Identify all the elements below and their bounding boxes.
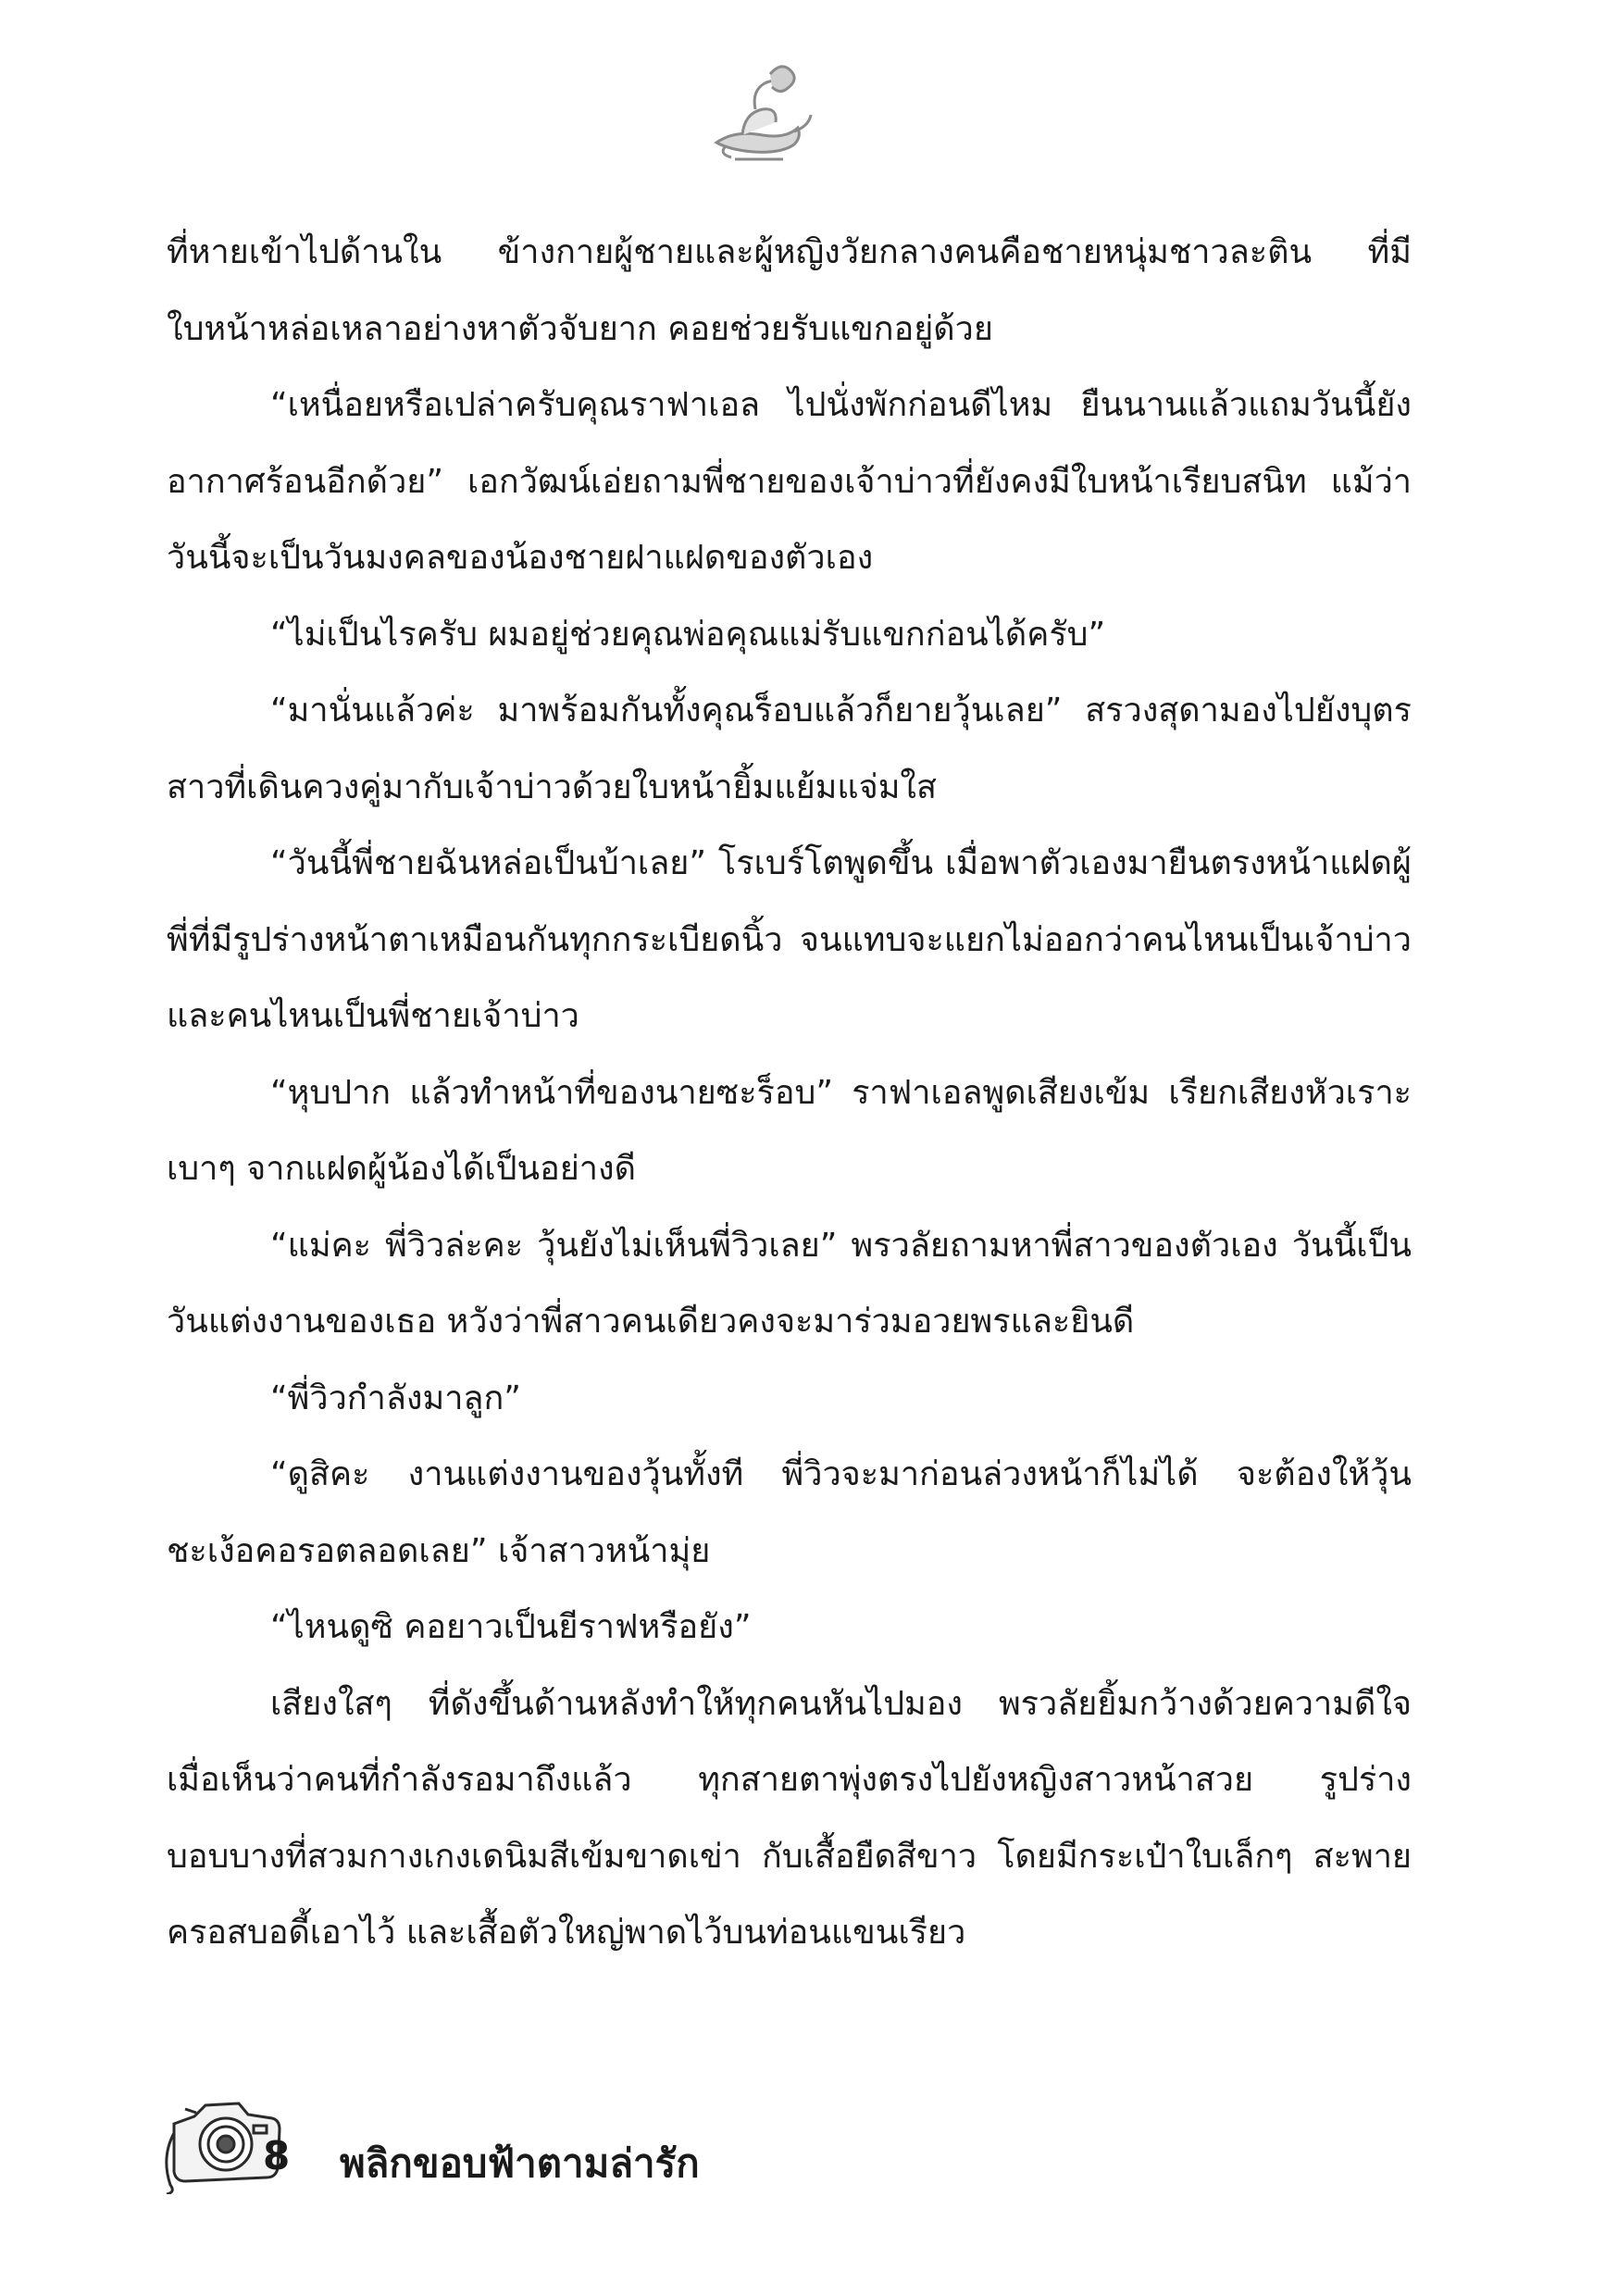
- book-title: พลิกขอบฟ้าตามล่ารัก: [340, 2140, 700, 2186]
- paragraph: ที่หายเข้าไปด้านใน ข้างกายผู้ชายและผู้หญิงวัยกลางคนคือชายหนุ่มชาวละติน ที่มีใบหน้าหล่อเหลาอย่างหาตัวจับยาก คอยช่วยรับแขกอยู่ด้วย: [167, 233, 1412, 348]
- page-footer: [157, 2092, 990, 2194]
- paragraph: “หุบปาก แล้วทำหน้าที่ของนายซะร็อบ” ราฟาเอลพูดเสียงเข้ม เรียกเสียงหัวเราะเบาๆ จากแฝดผู้น้องได้เป็นอย่างดี: [167, 1073, 1412, 1188]
- paragraph: “ไหนดูซิ คอยาวเป็นยีราฟหรือยัง”: [270, 1608, 752, 1646]
- paragraph: “พี่วิวกำลังมาลูก”: [270, 1379, 521, 1417]
- paragraph: “ไม่เป็นไรครับ ผมอยู่ช่วยคุณพ่อคุณแม่รับแขกก่อนได้ครับ”: [270, 615, 1106, 654]
- genie-lamp-icon: [698, 57, 818, 168]
- paragraph: เสียงใสๆ ที่ดังขึ้นด้านหลังทำให้ทุกคนหันไปมอง พรวลัยยิ้มกว้างด้วยความดีใจ เมื่อเห็นว่าคนที่กำลังรอมาถึงแล้ว ทุกสายตาพุ่งตรงไปยังหญิงสาวหน้าสวย รูปร่างบอบบางที่สวมกางเกงเดนิมสีเข้มขาดเข่า กับเสื้อยืดสีขาว โดยมีกระเป๋าใบเล็กๆ สะพาย ครอสบอดี้เอาไว้ และเสื้อตัวใหญ่พาดไว้บนท่อนแขนเรียว: [167, 1684, 1412, 1952]
- paragraph: “มานั่นแล้วค่ะ มาพร้อมกันทั้งคุณร็อบแล้วก็ยายวุ้นเลย” สรวงสุดามองไปยังบุตรสาวที่เดินควงคู่มากับเจ้าบ่าวด้วยใบหน้ายิ้มแย้มแจ่มใส: [167, 692, 1412, 806]
- paragraph: “แม่คะ พี่วิวล่ะคะ วุ้นยังไม่เห็นพี่วิวเลย” พรวลัยถามหาพี่สาวของตัวเอง วันนี้เป็นวันแต่งงานของเธอ หวังว่าพี่สาวคนเดียวคงจะมาร่วมอวยพรและยินดี: [167, 1226, 1412, 1341]
- page-number: 8: [263, 2133, 291, 2178]
- body-text: [167, 215, 1412, 1972]
- paragraph: “วันนี้พี่ชายฉันหล่อเป็นบ้าเลย” โรเบร์โตพูดขึ้น เมื่อพาตัวเองมายืนตรงหน้าแฝดผู้พี่ที่มีรูปร่างหน้าตาเหมือนกันทุกกระเบียดนิ้ว จนแทบจะแยกไม่ออกว่าคนไหนเป็นเจ้าบ่าว และคนไหนเป็นพี่ชายเจ้าบ่าว: [167, 844, 1412, 1035]
- paragraph: “ดูสิคะ งานแต่งงานของวุ้นทั้งที พี่วิวจะมาก่อนล่วงหน้าก็ไม่ได้ จะต้องให้วุ้นชะเง้อคอรอตลอดเลย” เจ้าสาวหน้ามุ่ย: [167, 1455, 1412, 1570]
- paragraph: “เหนื่อยหรือเปล่าครับคุณราฟาเอล ไปนั่งพักก่อนดีไหม ยืนนานแล้วแถมวันนี้ยังอากาศร้อนอีกด้วย” เอกวัฒน์เอ่ยถามพี่ชายของเจ้าบ่าวที่ยังคงมีใบหน้าเรียบสนิท แม้ว่าวันนี้จะเป็นวันมงคลของน้องชายฝาแฝดของตัวเอง: [167, 386, 1412, 577]
